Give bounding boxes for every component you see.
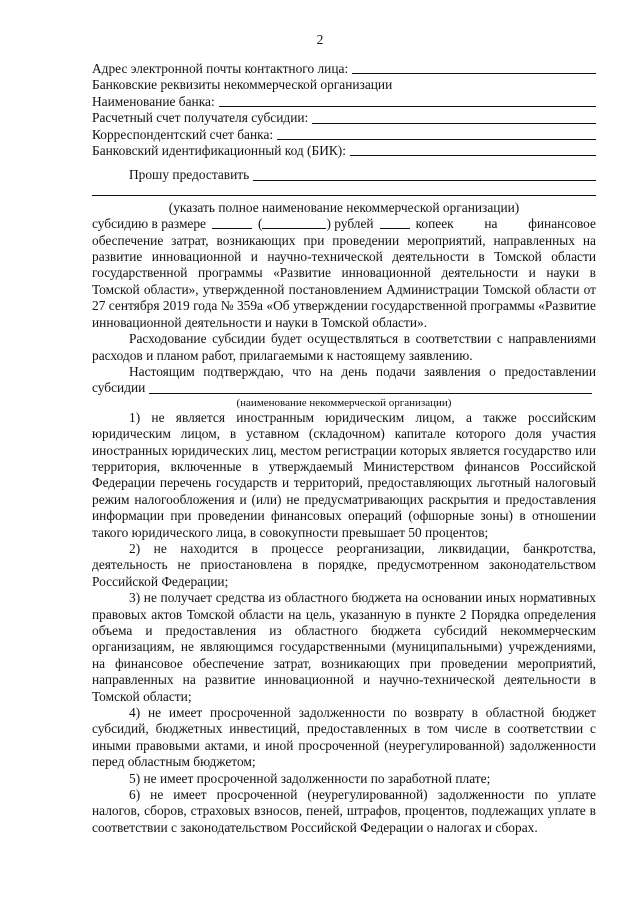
bik-field bbox=[92, 143, 596, 159]
amount-blank bbox=[212, 216, 252, 229]
request-body: обеспечение затрат, возникающих при проведении мероприятий, направленных на развитие инновационной и научно-технической деятельности в Томской области государственной программы «Развитие инновационной деятельности и науки в Томской области», утвержденной постановлением Администрации Томской области от 27 сентября 2019 года № 359а «Об утверждении государственной программы «Развитие инновационной деятельности и науки в Томской области». bbox=[92, 232, 596, 330]
amount-paren-open: ( bbox=[258, 216, 263, 232]
request-blank bbox=[253, 167, 596, 180]
document-body bbox=[92, 61, 596, 836]
request-field bbox=[92, 167, 596, 183]
bank-details-heading: Банковские реквизиты некоммерческой организации bbox=[92, 77, 393, 93]
account-blank bbox=[312, 110, 596, 123]
email-field bbox=[92, 61, 596, 77]
amount-label: субсидию в размере bbox=[92, 216, 207, 232]
list-item-1: 1) не является иностранным юридическим лицом, а также российским юридическим лицом, в уставном (складочном) капитале которого доля участия иностранных юридических лиц, местом регистрации которых является государство или территория, включенные в утверждаемый Министерством финансов Российской Федерации перечень государств и территорий, предоставляющих льготный налоговый режим налогообложения и (или) не предусматривающих раскрытия и предоставления информации при проведении финансовых операций (офшорные зоны) в отношении такого юридического лица, в совокупности превышает 50 процентов; bbox=[92, 409, 596, 540]
bik-label: Банковский идентификационный код (БИК): bbox=[92, 143, 346, 159]
confirm-lead: Настоящим подтверждаю, что на день подачи заявления о предоставлении bbox=[129, 363, 596, 379]
account-field bbox=[92, 110, 596, 126]
page-number: 2 bbox=[316, 32, 324, 47]
list-item-2: 2) не находится в процессе реорганизации, ликвидации, банкротства, деятельность не приостановлена в порядке, предусмотренном законодательством Российской Федерации; bbox=[92, 540, 596, 589]
expenses-paragraph: Расходование субсидии будет осуществляться в соответствии с направлениями расходов и планом работ, прилагаемыми к настоящему заявлению. bbox=[92, 331, 596, 363]
kopecks-blank bbox=[380, 216, 410, 229]
org-name-blank bbox=[92, 184, 596, 196]
bik-blank bbox=[350, 143, 596, 156]
account-label: Расчетный счет получателя субсидии: bbox=[92, 110, 309, 126]
confirm-caption: (наименование некоммерческой организации) bbox=[236, 396, 452, 409]
amount-kopecks: копеек на финансовое bbox=[415, 216, 596, 232]
amount-line bbox=[92, 216, 596, 232]
amount-words-blank bbox=[262, 216, 326, 229]
email-label: Адрес электронной почты контактного лица: bbox=[92, 61, 349, 76]
bank-name-blank bbox=[219, 94, 596, 107]
list-item-5: 5) не имеет просроченной задолженности по заработной плате; bbox=[129, 770, 491, 786]
bank-name-field bbox=[92, 94, 596, 110]
corr-account-label: Корреспондентский счет банка: bbox=[92, 126, 274, 142]
list-item-6: 6) не имеет просроченной (неурегулированной) задолженности по уплате налогов, сборов, страховых взносов, пеней, штрафов, процентов, подлежащих уплате в соответствии с законодательством Российской Федерации о налогах и сборах. bbox=[92, 787, 596, 835]
corr-account-blank bbox=[277, 127, 596, 140]
confirm-field bbox=[92, 380, 596, 396]
request-lead: Прошу предоставить bbox=[129, 167, 250, 183]
list-item-3: 3) не получает средства из областного бюджета на основании иных нормативных правовых актов Томской области на цель, указанную в пункте 2 Порядка определения объема и предоставления из областного бюджета субсидий некоммерческим организациям, не являющимся государственными (муниципальными) учреждениями, на финансовое обеспечение затрат, возникающих при проведении мероприятий, направленных на развитие инновационной и научно-технической деятельности в Томской области; bbox=[92, 590, 596, 704]
email-blank bbox=[352, 61, 596, 74]
org-name-caption: (указать полное наименование некоммерческой организации) bbox=[168, 199, 520, 215]
list-item-4: 4) не имеет просроченной задолженности по возврату в областной бюджет субсидий, бюджетных инвестиций, предоставленных в том числе в соответствии с иными правовыми актами, и иной просроченной (неурегулированной) задолженности перед областным бюджетом; bbox=[92, 705, 596, 770]
confirm-label: субсидии bbox=[92, 380, 146, 396]
amount-rubles: ) рублей bbox=[326, 216, 374, 232]
confirm-blank bbox=[149, 380, 592, 393]
corr-account-field bbox=[92, 127, 596, 143]
bank-name-label: Наименование банка: bbox=[92, 93, 215, 109]
